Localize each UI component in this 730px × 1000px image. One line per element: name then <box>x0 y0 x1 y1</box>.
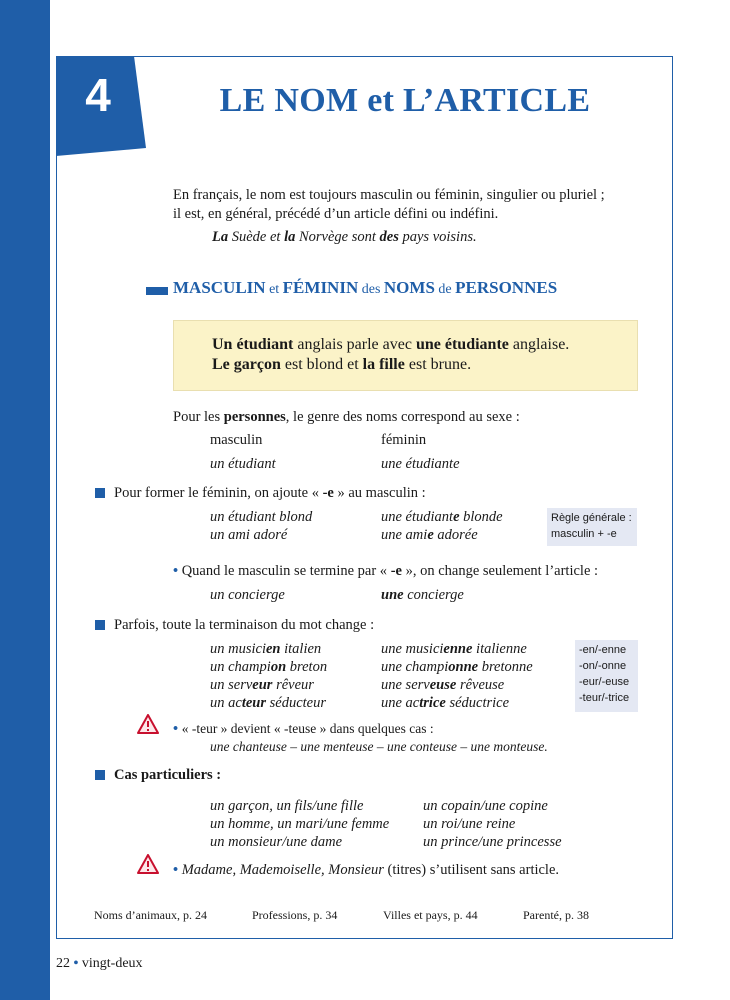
particular-title: Cas particuliers : <box>114 767 222 783</box>
rule2-row-4-f: une actrice séductrice <box>381 695 510 711</box>
section-heading: MASCULIN et FÉMININ des NOMS de PERSONNES <box>173 278 558 297</box>
particular-left-2: un homme, un mari/une femme <box>210 816 390 832</box>
rule1b-ex-m: un concierge <box>210 587 285 603</box>
particular-left-1: un garçon, un fils/une fille <box>210 798 364 814</box>
rule1-text: Pour former le féminin, on ajoute « -e » au masculin : <box>114 485 426 501</box>
box-line-1: Un étudiant anglais parle avec une étudiante anglaise. <box>212 336 570 353</box>
rule2-row-2-m: un champion breton <box>210 659 328 675</box>
particular-right-3: un prince/une princesse <box>423 834 562 850</box>
intro-line-1: En français, le nom est toujours masculin ou féminin, singulier ou pluriel ; <box>173 187 605 203</box>
rule2-row-1-f: une musicienne italienne <box>381 641 527 657</box>
ending-note: -en/-enne <box>579 644 627 656</box>
rule1-ex1-m: un étudiant blond <box>210 509 313 525</box>
rule-note-general <box>547 508 637 546</box>
warning-triangle-icon <box>137 714 159 734</box>
intro-line-2: il est, en général, précédé d’un article défini ou indéfini. <box>173 206 499 222</box>
rule2-row-1-m: un musicien italien <box>210 641 322 657</box>
rule1-ex2-m: un ami adoré <box>210 527 288 543</box>
ending-note: -eur/-euse <box>579 676 630 688</box>
intro-example: La Suède et la Norvège sont des pays voisins. <box>212 229 477 245</box>
rule-note-line-2: masculin + -e <box>551 528 617 540</box>
page-number: 22 • vingt-deux <box>56 956 143 971</box>
box-line-2: Le garçon est blond et la fille est brune. <box>212 356 472 373</box>
col-masculin-head: masculin <box>210 432 263 448</box>
rule2-row-2-f: une championne bretonne <box>381 659 533 675</box>
rule2-row-3-m: un serveur rêveur <box>210 677 314 693</box>
warning1-text: • « -teur » devient « -teuse » dans quelques cas : <box>173 721 434 737</box>
footer-link-villes[interactable]: Villes et pays, p. 44 <box>383 908 478 922</box>
footer-link-animaux[interactable]: Noms d’animaux, p. 24 <box>94 908 207 922</box>
section-bar <box>146 287 168 295</box>
ending-note: -teur/-trice <box>579 692 630 704</box>
rule1-ex2-f: une amie adorée <box>381 527 478 543</box>
warning1-examples: une chanteuse – une menteuse – une conteuse – une monteuse. <box>210 739 548 754</box>
ending-note: -on/-onne <box>579 660 627 672</box>
footer-link-professions[interactable]: Professions, p. 34 <box>252 908 338 922</box>
square-bullet-icon <box>95 488 105 498</box>
col-masculin-example: un étudiant <box>210 456 276 472</box>
gender-intro: Pour les personnes, le genre des noms correspond au sexe : <box>173 409 520 425</box>
rule-note-endings <box>575 640 638 712</box>
intro-paragraph <box>173 186 638 224</box>
rule2-row-3-f: une serveuse rêveuse <box>381 677 505 693</box>
col-feminin-example: une étudiante <box>381 456 460 472</box>
rule2-row-4-m: un acteur séducteur <box>210 695 326 711</box>
warning-triangle-icon <box>137 854 159 874</box>
rule1b-text: • Quand le masculin se termine par « -e », on change seulement l’article : <box>173 563 599 579</box>
dot-bullet-icon: • <box>173 563 179 579</box>
page-spine-band <box>0 0 50 1000</box>
particular-right-2: un roi/une reine <box>423 816 516 832</box>
rule1-ex1-f: une étudiante blonde <box>381 509 503 525</box>
footer-link-parente[interactable]: Parenté, p. 38 <box>523 908 589 922</box>
chapter-number: 4 <box>85 69 111 121</box>
particular-right-1: un copain/une copine <box>423 798 548 814</box>
rule2-text: Parfois, toute la terminaison du mot change : <box>114 617 375 633</box>
chapter-title: LE NOM et L’ARTICLE <box>219 82 591 119</box>
square-bullet-icon <box>95 620 105 630</box>
warning2-text: • Madame, Mademoiselle, Monsieur (titres) s’utilisent sans article. <box>173 862 560 878</box>
dot-bullet-icon: • <box>173 862 179 878</box>
rule1b-ex-f: une concierge <box>381 587 464 603</box>
square-bullet-icon <box>95 770 105 780</box>
particular-left-3: un monsieur/une dame <box>210 834 343 850</box>
dot-bullet-icon: • <box>173 721 179 737</box>
col-feminin-head: féminin <box>381 432 427 448</box>
rule-note-line-1: Règle générale : <box>551 512 632 524</box>
